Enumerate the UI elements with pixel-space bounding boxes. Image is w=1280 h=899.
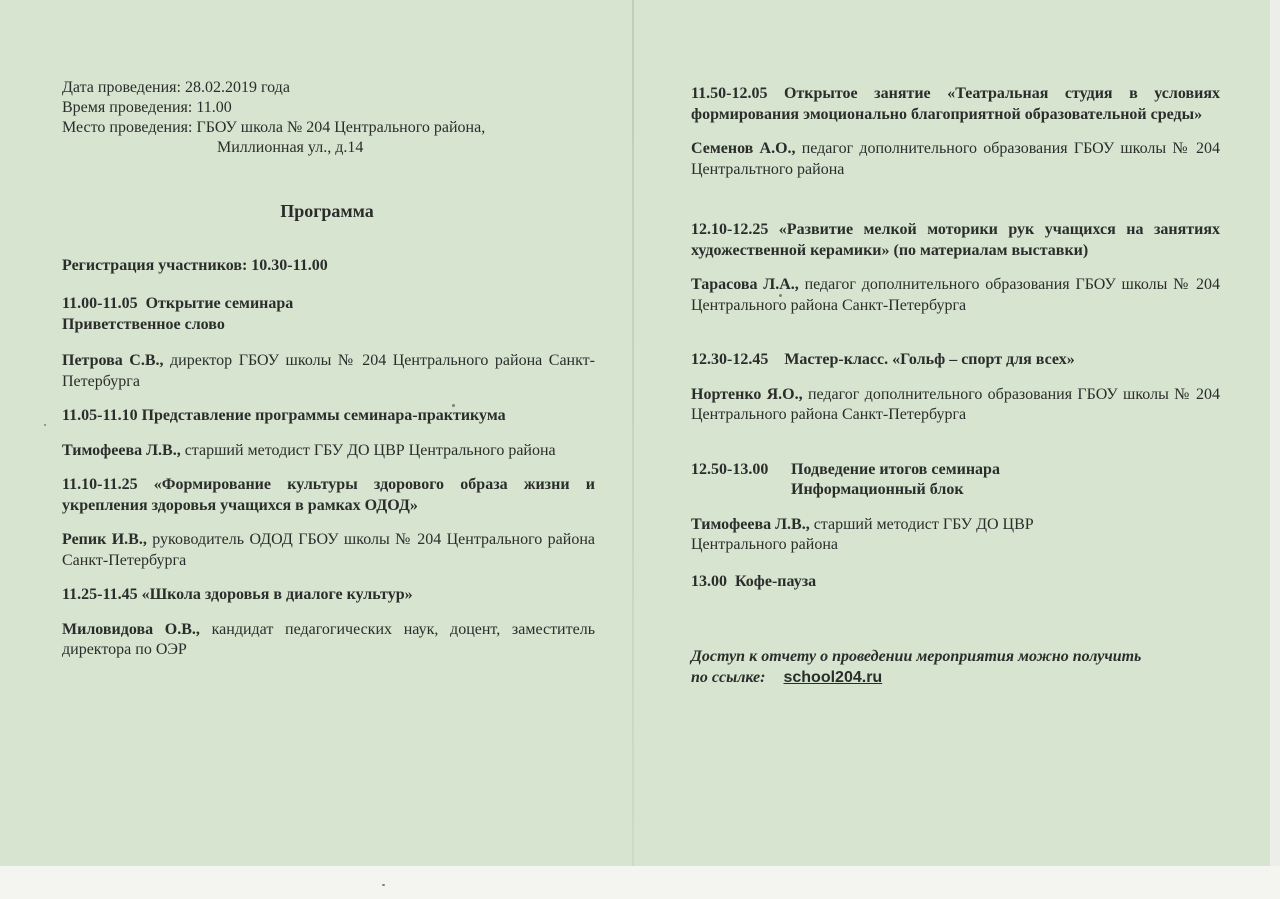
speaker-name: Репик И.В., [62, 531, 147, 548]
item-title: 12.30-12.45 Мастер-класс. «Гольф – спорт для всех» [691, 351, 1075, 368]
item-speaker-line [62, 351, 595, 392]
program-item [62, 585, 595, 661]
item-speaker-line [691, 385, 1220, 426]
item-title: 11.50-12.05 Открытое занятие «Театральная студия в условиях формирования эмоционально благоприятной образовательной среды» [691, 85, 1220, 123]
speaker-name: Тимофеева Л.В., [691, 515, 810, 533]
event-address: Миллионная ул., д.14 [217, 139, 364, 156]
speaker-role: педагог дополнительного образования ГБОУ школы № 204 Центрального района Санкт-Петербурга [691, 276, 1220, 314]
registration [62, 256, 595, 277]
speaker-role-cont: Центрального района [691, 536, 838, 553]
event-place: Место проведения: ГБОУ школа № 204 Центрального района, [62, 119, 486, 136]
item-speaker-line [62, 620, 595, 661]
left-column [62, 78, 595, 661]
speaker-role: руководитель ОДОД ГБОУ школы № 204 Центрального района Санкт-Петербурга [62, 531, 595, 569]
item-speaker-line [62, 530, 595, 571]
item-title: 11.00-11.05 Открытие семинара [62, 295, 294, 312]
summary-block [691, 460, 1220, 556]
speaker-role: кандидат педагогических наук, доцент, заместитель директора по ОЭР [62, 620, 595, 658]
speaker-name: Семенов А.О., [691, 140, 796, 157]
access-line1: Доступ к отчету о проведении мероприятия можно получить [691, 648, 1142, 665]
item-subtitle: Приветственное слово [62, 315, 225, 333]
scan-speck [382, 884, 385, 886]
speaker-role: старший методист ГБУ ДО ЦВР Центрального района [180, 441, 556, 459]
item-speaker-line [62, 441, 595, 462]
access-line2: по ссылке: [691, 668, 766, 686]
coffee-text: 13.00 Кофе-пауза [691, 572, 817, 590]
speaker-name: Миловидова О.В., [62, 620, 200, 638]
speaker-role: педагог дополнительного образования ГБОУ школы № 204 Центрального района Санкт-Петербурга [691, 385, 1221, 423]
registration-text: Регистрация участников: 10.30-11.00 [62, 256, 328, 274]
program-title: Программа [280, 201, 374, 221]
item-title: 11.25-11.45 «Школа здоровья в диалоге культур» [62, 586, 413, 603]
coffee-break [691, 572, 1220, 593]
program-item [691, 84, 1220, 180]
speaker-name: Петрова С.В., [62, 352, 164, 369]
speaker-role: старший методист ГБУ ДО ЦВР [809, 515, 1034, 533]
item-title: 12.10-12.25 «Развитие мелкой моторики рук учащихся на занятиях художественной керамики» (по материалам выставки) [691, 221, 1220, 259]
item-speaker-line [691, 275, 1220, 316]
speaker-role: директор ГБОУ школы № 204 Центрального района Санкт-Петербурга [62, 352, 596, 390]
program-item [62, 294, 595, 392]
scan-speck [44, 424, 46, 426]
item-title: 11.05-11.10 Представление программы семинара-практикума [62, 407, 506, 424]
item-title: 11.10-11.25 «Формирование культуры здорового образа жизни и укрепления здоровья учащихся в рамках ОДОД» [62, 476, 595, 514]
event-time: Время проведения: 11.00 [62, 99, 232, 116]
scan-margin-right [1270, 0, 1280, 866]
event-date: Дата проведения: 28.02.2019 года [62, 79, 290, 96]
fold-line [632, 0, 634, 866]
scan-margin-bottom [0, 866, 1280, 899]
program-item [62, 475, 595, 571]
item-speaker-line [691, 139, 1220, 180]
speaker-name: Тимофеева Л.В., [62, 441, 181, 459]
speaker-name: Тарасова Л.А., [691, 276, 799, 293]
report-link[interactable]: school204.ru [783, 668, 883, 686]
program-item [691, 220, 1220, 316]
program-item [62, 406, 595, 461]
speaker-name: Нортенко Я.О., [691, 385, 803, 403]
access-note [691, 647, 1220, 688]
summary-line2: Информационный блок [791, 481, 964, 498]
item-speaker-line [691, 515, 1220, 536]
right-column [691, 84, 1220, 688]
summary-time: 12.50-13.00 [691, 460, 769, 478]
summary-line1: Подведение итогов семинара [791, 460, 1000, 478]
program-item [691, 350, 1220, 426]
speaker-role: педагог дополнительного образования ГБОУ школы № 204 Центральтного района [691, 140, 1221, 178]
